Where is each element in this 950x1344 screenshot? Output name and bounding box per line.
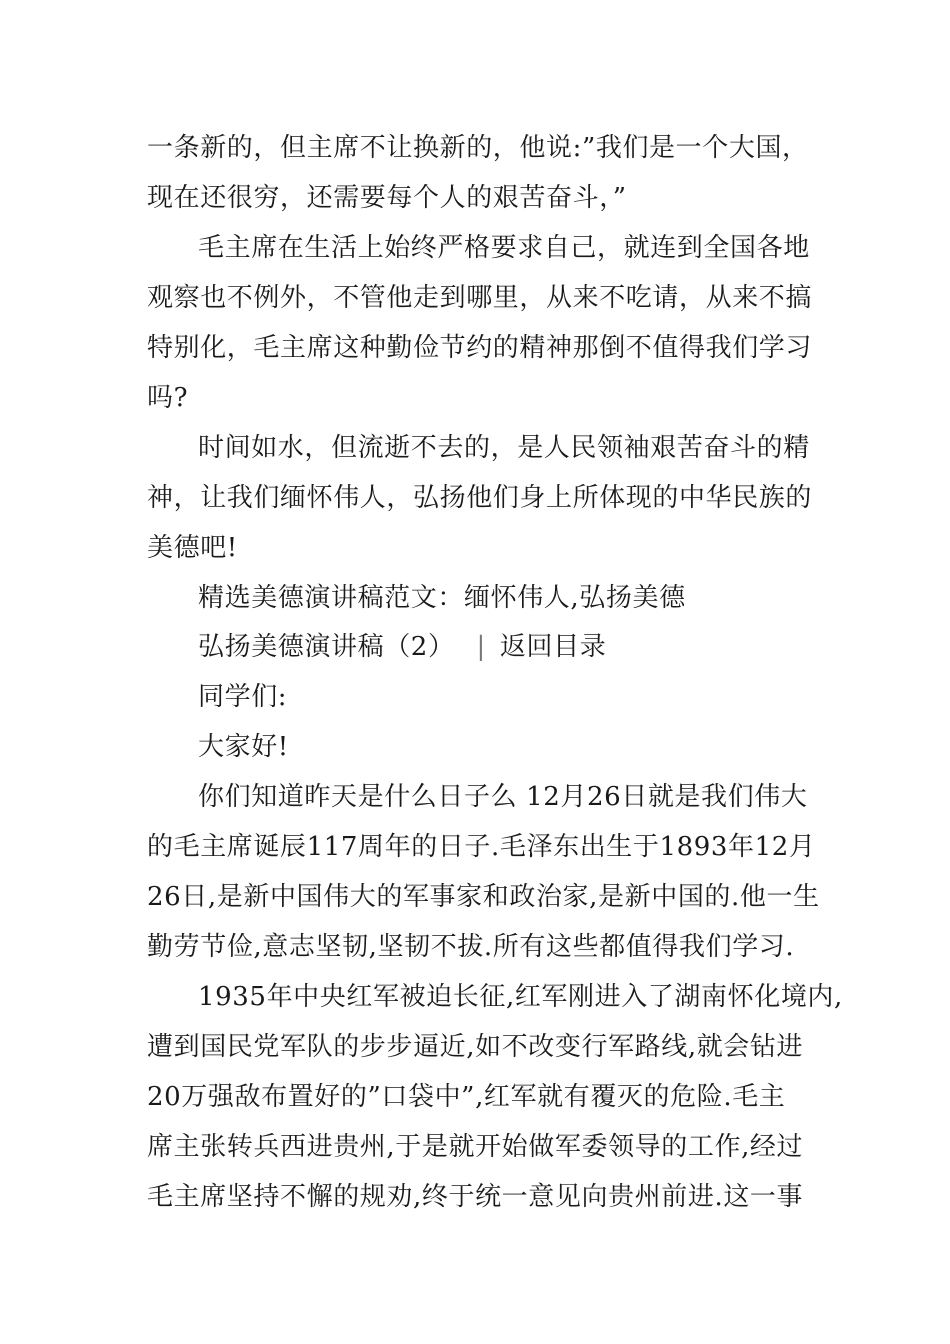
text-line: 时间如水，但流逝不去的，是人民领袖艰苦奋斗的精 (198, 433, 810, 463)
nav-separator: | (476, 632, 486, 662)
section-nav (198, 627, 606, 667)
greeting-line: 大家好! (198, 732, 289, 762)
text-line: 你们知道昨天是什么日子么 12月26日就是我们伟大 (198, 782, 808, 812)
text-line: 勤劳节俭,意志坚韧,坚韧不拔.所有这些都值得我们学习. (147, 932, 795, 962)
text-line: 席主张转兵西进贵州,于是就开始做军委领导的工作,经过 (147, 1132, 804, 1162)
text-line: 吗? (147, 383, 189, 413)
text-line: 遭到国民党军队的步步逼近,如不改变行军路线,就会钻进 (147, 1032, 804, 1062)
greeting-line: 同学们: (198, 682, 288, 712)
text-line: 20万强敌布置好的”口袋中”,红军就有覆灭的危险.毛主 (147, 1082, 786, 1112)
text-line: 26日,是新中国伟大的军事家和政治家,是新中国的.他一生 (147, 882, 820, 912)
text-line: 一条新的，但主席不让换新的，他说:”我们是一个大国， (147, 133, 809, 163)
text-line: 毛主席坚持不懈的规劝,终于统一意见向贵州前进.这一事 (147, 1182, 804, 1212)
section-title: 弘扬美德演讲稿（2） (198, 632, 455, 662)
text-line: 观察也不例外，不管他走到哪里，从来不吃请，从来不搞 (147, 283, 813, 313)
text-line: 特别化，毛主席这种勤俭节约的精神那倒不值得我们学习 (147, 333, 813, 363)
text-line: 的毛主席诞辰117周年的日子.毛泽东出生于1893年12月 (147, 832, 816, 862)
back-to-toc-link[interactable]: 返回目录 (499, 632, 607, 662)
text-line: 神，让我们缅怀伟人，弘扬他们身上所体现的中华民族的 (147, 483, 813, 513)
text-line: 现在还很穷，还需要每个人的艰苦奋斗，” (147, 183, 627, 213)
text-line: 美德吧! (147, 533, 238, 563)
subtitle-line: 精选美德演讲稿范文：缅怀伟人,弘扬美德 (198, 583, 686, 613)
text-line: 1935年中央红军被迫长征,红军刚进入了湖南怀化境内, (198, 982, 843, 1012)
text-line: 毛主席在生活上始终严格要求自己，就连到全国各地 (198, 233, 810, 263)
